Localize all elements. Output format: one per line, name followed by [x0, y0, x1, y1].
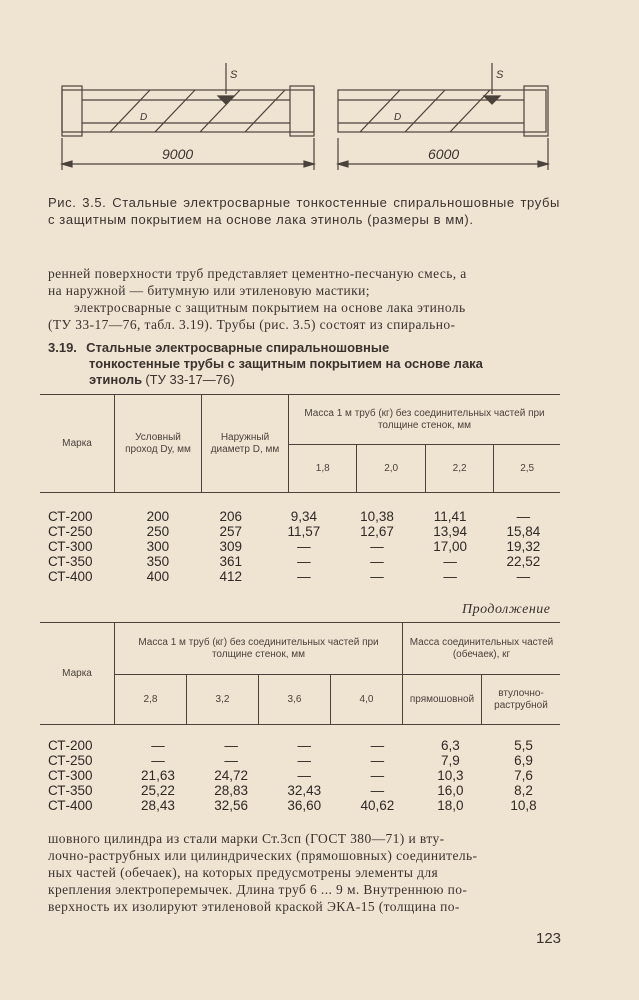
table-row	[40, 554, 560, 569]
table-cell-marka: СТ-300	[48, 539, 93, 554]
table-cell-v3: —	[297, 753, 311, 768]
table-cell-d: 412	[219, 569, 243, 584]
table-cell-v2: 24,72	[214, 768, 248, 783]
table-cell-c1: 7,9	[441, 753, 460, 768]
table-cell-v4: 15,84	[506, 524, 541, 539]
table-cell-v1: 11,57	[287, 524, 321, 539]
figure-caption-text: Стальные электросварные тонкостенные спиральношовные трубы с защитным покрытием на основе лака этиноль (размеры в мм).	[48, 195, 560, 227]
column-header-marka: Марка	[40, 395, 115, 493]
table-cell-dy: 400	[146, 569, 170, 584]
paragraph-top	[48, 265, 556, 333]
table-cell-c2: 10,8	[510, 798, 537, 813]
table-cell-marka: СТ-250	[48, 524, 93, 539]
text-line: ренней поверхности труб представляет цементно-песчаную смесь, а	[48, 266, 467, 281]
figure-caption	[48, 194, 560, 228]
table-cell-v3: 13,94	[433, 524, 468, 539]
table-cell-c1: 16,0	[437, 783, 464, 798]
table-cell-v2: 10,38	[360, 509, 394, 524]
table-cell-v2: —	[370, 539, 384, 554]
text-line: верхность их изолируют этиленовой краской ЭКА-15 (толщина по-	[48, 899, 460, 914]
table2-header	[40, 622, 560, 725]
table-cell-c2: 7,6	[514, 768, 533, 783]
paragraph-bottom	[48, 830, 556, 915]
dim-label-left: 9000	[162, 146, 194, 162]
table-cell-v4: —	[370, 753, 385, 768]
diameter-label-left: D	[140, 112, 148, 123]
text-line: лочно-раструбных или цилиндрических (прямошовных) соединитель-	[48, 848, 478, 863]
table1-body	[40, 509, 560, 584]
column-header-mass: Масса 1 м труб (кг) без соединительных частей при толщине стенок, мм	[115, 623, 403, 675]
table-cell-c1: 6,3	[441, 738, 460, 753]
thickness-label-right: S	[496, 69, 504, 81]
table-cell-v1: 21,63	[141, 768, 175, 783]
table-cell-dy: 250	[146, 524, 170, 539]
table-spec: (ТУ 33-17—76)	[145, 372, 235, 387]
page-number: 123	[536, 930, 562, 947]
table-cell-v4: 19,32	[506, 539, 541, 554]
table-cell-v4: 40,62	[360, 798, 395, 813]
table-cell-marka: СТ-350	[48, 554, 93, 569]
table-cell-c1: 10,3	[437, 768, 464, 783]
table-continuation-label: Продолжение	[462, 602, 551, 617]
thickness-header: 4,0	[330, 675, 402, 725]
text-line: крепления электроперемычек. Длина труб 6 ... 9 м. Внутреннюю по-	[48, 882, 468, 897]
table-cell-c1: 18,0	[437, 798, 464, 813]
table-cell-v1: 28,43	[141, 798, 175, 813]
table-cell-marka: СТ-400	[48, 569, 93, 584]
table-cell-marka: СТ-200	[48, 738, 93, 753]
table-row	[40, 539, 560, 554]
thickness-header: 3,2	[186, 675, 258, 725]
table-cell-v2: —	[224, 738, 238, 753]
table-cell-v2: 32,56	[214, 798, 248, 813]
thickness-label-left: S	[230, 69, 238, 81]
pipe-drawing-figure	[50, 58, 570, 178]
column-header-outer-diameter: Наружный диаметр D, мм	[202, 395, 289, 493]
table-cell-v1: 9,34	[290, 509, 317, 524]
table-cell-v4: 22,52	[506, 554, 541, 569]
table-row	[40, 783, 560, 798]
column-header-marka: Марка	[40, 623, 115, 725]
figure-number: Рис. 3.5.	[48, 195, 107, 210]
table-cell-v3: 36,60	[287, 798, 322, 813]
diameter-label-right: D	[394, 112, 402, 123]
table-cell-dy: 200	[146, 509, 170, 524]
text-line: ных частей (обечаек), на которых предусмотрены элементы для	[48, 865, 439, 880]
table-cell-marka: СТ-400	[48, 798, 93, 813]
table-cell-v2: 12,67	[360, 524, 394, 539]
thickness-header: 2,2	[425, 445, 493, 493]
table-cell-marka: СТ-300	[48, 768, 93, 783]
table-cell-v2: —	[224, 753, 238, 768]
table-cell-v4: —	[370, 738, 385, 753]
table2-body	[40, 738, 560, 813]
thickness-header: 3,6	[258, 675, 330, 725]
text-line: электросварные с защитным покрытием на основе лака этиноль	[74, 300, 466, 315]
table-cell-v3: 11,41	[433, 509, 467, 524]
table-cell-marka: СТ-250	[48, 753, 93, 768]
table-cell-dy: 300	[146, 539, 170, 554]
table-cell-v4: —	[370, 783, 385, 798]
table-row	[40, 753, 560, 768]
table-cell-v2: —	[370, 569, 384, 584]
table-cell-v1: —	[297, 569, 311, 584]
table-row	[40, 738, 560, 753]
table-cell-c2: 5,5	[514, 738, 533, 753]
table-cell-marka: СТ-350	[48, 783, 93, 798]
table-cell-v3: —	[443, 554, 457, 569]
table-cell-v3: 32,43	[287, 783, 322, 798]
table-title-line1: Стальные электросварные спиральношовные	[86, 340, 390, 355]
dim-label-right: 6000	[428, 146, 460, 162]
table-cell-v3: —	[443, 569, 457, 584]
table-cell-v3: —	[297, 738, 311, 753]
table-number: 3.19.	[48, 340, 77, 355]
table-caption	[48, 340, 558, 388]
table-cell-v2: —	[370, 554, 384, 569]
table-cell-marka: СТ-200	[48, 509, 93, 524]
table-row	[40, 569, 560, 584]
table-cell-v1: —	[151, 753, 165, 768]
column-header-mass: Масса 1 м труб (кг) без соединительных частей при толщине стенок, мм	[289, 395, 561, 445]
table-cell-d: 206	[219, 509, 243, 524]
column-header-socket: втулочно-раструбной	[482, 675, 561, 725]
table-row	[40, 798, 560, 813]
text-line: шовного цилиндра из стали марки Ст.3сп (ГОСТ 380—71) и вту-	[48, 831, 445, 846]
column-header-connectors: Масса соединительных частей (обечаек), кг	[403, 623, 561, 675]
table-cell-dy: 350	[146, 554, 170, 569]
table1-header	[40, 394, 560, 493]
column-header-dy: Условный проход Dу, мм	[115, 395, 202, 493]
table-row	[40, 524, 560, 539]
table-title-line2: тонкостенные трубы с защитным покрытием на основе лака	[89, 356, 483, 371]
table-cell-v4: —	[370, 768, 385, 783]
table-cell-v1: —	[297, 554, 311, 569]
table-cell-v2: 28,83	[214, 783, 248, 798]
table-cell-v1: 25,22	[141, 783, 175, 798]
table-cell-d: 361	[219, 554, 243, 569]
table-cell-v1: —	[297, 539, 311, 554]
table-cell-c2: 6,9	[514, 753, 533, 768]
thickness-header: 2,8	[115, 675, 187, 725]
table-cell-v3: —	[297, 768, 311, 783]
table-cell-v3: 17,00	[433, 539, 468, 554]
table-row	[40, 768, 560, 783]
table-cell-v4: —	[516, 569, 531, 584]
table-cell-v1: —	[151, 738, 165, 753]
table-cell-v4: —	[516, 509, 531, 524]
table-row	[40, 509, 560, 524]
thickness-header: 2,5	[494, 445, 560, 493]
column-header-straight: прямошовной	[403, 675, 482, 725]
table-cell-c2: 8,2	[514, 783, 533, 798]
thickness-header: 2,0	[357, 445, 425, 493]
table-cell-d: 309	[219, 539, 243, 554]
table-title-line3: этиноль	[89, 372, 143, 387]
text-line: на наружной — битумную или этиленовую мастики;	[48, 283, 370, 298]
table-cell-d: 257	[219, 524, 243, 539]
text-line: (ТУ 33-17—76, табл. 3.19). Трубы (рис. 3.5) состоят из спирально-	[48, 317, 456, 332]
thickness-header: 1,8	[289, 445, 357, 493]
